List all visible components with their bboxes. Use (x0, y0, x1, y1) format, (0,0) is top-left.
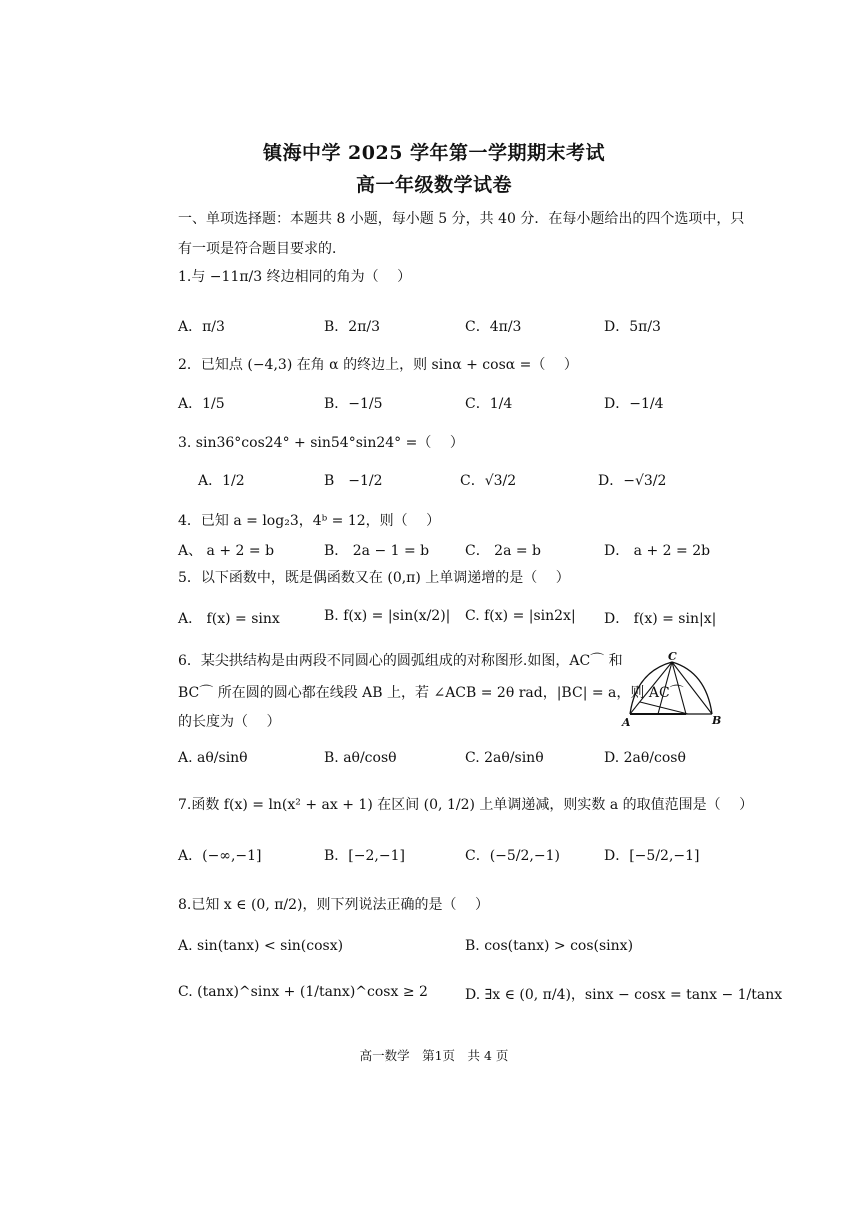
question-4-option-c: C． 2a = b (465, 543, 542, 559)
question-7-options (178, 845, 828, 881)
question-1-stem: 1.与 −11π/3 终边相同的角为（ ） (178, 269, 412, 285)
question-8-options-row2 (178, 984, 828, 1020)
question-2-stem: 2．已知点 (−4,3) 在角 α 的终边上，则 sinα + cosα =（ ） (178, 357, 578, 373)
label-c: C (668, 650, 677, 663)
question-4-option-d: D． a + 2 = 2b (604, 543, 711, 559)
question-7-option-b: B．[−2,−1] (324, 848, 405, 864)
question-5-option-c: C. f(x) = |sin2x| (465, 608, 576, 624)
question-1-option-b: B．2π/3 (324, 319, 381, 335)
question-4-option-a: A、 a + 2 = b (178, 543, 275, 559)
radius-line-1 (672, 662, 686, 714)
question-5-option-a: A． f(x) = sinx (178, 611, 280, 627)
question-7-option-d: D．[−5/2,−1] (604, 848, 700, 864)
question-5-option-d: D． f(x) = sin|x| (604, 611, 717, 627)
question-2-option-b: B．−1/5 (324, 396, 383, 412)
question-2-options (178, 393, 828, 429)
question-5-stem: 5．以下函数中，既是偶函数又在 (0,π) 上单调递增的是（ ） (178, 570, 570, 586)
question-2-option-a: A．1/5 (178, 396, 225, 412)
segment-ac (630, 662, 672, 714)
question-3-options (198, 470, 828, 506)
exam-subtitle: 高一年级数学试卷 (355, 174, 512, 196)
question-8-options-row1 (178, 938, 828, 974)
question-1-option-a: A．π/3 (178, 319, 225, 335)
pointed-arch-figure (618, 650, 722, 728)
question-5-option-b: B. f(x) = |sin(x/2)| (324, 608, 451, 624)
segment-bc (672, 662, 712, 714)
label-b: B (712, 714, 722, 727)
question-1-options (178, 316, 828, 352)
question-5-options (178, 608, 828, 644)
question-6-stem-line1: 6．某尖拱结构是由两段不同圆心的圆弧组成的对称图形.如图，AC⌒ 和 (178, 653, 623, 669)
question-6-option-a: A. aθ/sinθ (178, 750, 248, 766)
segment-inner (640, 702, 688, 714)
question-6-option-d: D. 2aθ/cosθ (604, 750, 686, 766)
question-7-option-c: C．(−5/2,−1) (465, 848, 560, 864)
question-3-option-b: B −1/2 (324, 473, 383, 489)
page-footer: 高一数学 第1页 共 4 页 (359, 1048, 509, 1063)
question-6-options (178, 750, 828, 786)
question-8-option-d: D. ∃x ∈ (0, π/4)，sinx − cosx = tanx − 1/tanx (465, 987, 783, 1003)
question-8-option-b: B. cos(tanx) > cos(sinx) (465, 938, 634, 954)
question-1-option-d: D．5π/3 (604, 319, 661, 335)
question-8-stem: 8.已知 x ∈ (0, π/2)，则下列说法正确的是（ ） (178, 897, 489, 913)
question-3-stem: 3. sin36°cos24° + sin54°sin24° =（ ） (178, 435, 464, 451)
question-6-option-c: C. 2aθ/sinθ (465, 750, 544, 766)
question-7-option-a: A．(−∞,−1] (178, 848, 262, 864)
question-8-option-a: A. sin(tanx) < sin(cosx) (178, 938, 344, 954)
question-8-option-c: C. (tanx)^sinx + (1/tanx)^cosx ≥ 2 (178, 984, 428, 1000)
question-6-option-b: B. aθ/cosθ (324, 750, 397, 766)
label-a: A (622, 716, 631, 728)
question-2-option-d: D．−1/4 (604, 396, 664, 412)
question-4-stem: 4．已知 a = log₂3，4ᵇ = 12，则（ ） (178, 513, 441, 529)
question-1-option-c: C．4π/3 (465, 319, 522, 335)
section-heading-line1: 一、单项选择题：本题共 8 小题，每小题 5 分，共 40 分．在每小题给出的四个选项中，只 (178, 211, 745, 227)
section-heading-line2: 有一项是符合题目要求的． (178, 241, 346, 257)
question-7-stem: 7.函数 f(x) = ln(x² + ax + 1) 在区间 (0, 1/2) 上单调递减，则实数 a 的取值范围是（ ） (178, 797, 754, 813)
question-6-stem-line3: 的长度为（ ） (178, 714, 281, 730)
question-3-option-d: D．−√3/2 (598, 473, 667, 489)
question-4-option-b: B． 2a − 1 = b (324, 543, 430, 559)
question-3-option-c: C．√3/2 (460, 473, 517, 489)
question-2-option-c: C．1/4 (465, 396, 513, 412)
question-6-stem-line2: BC⌒ 所在圆的圆心都在线段 AB 上，若 ∠ACB = 2θ rad，|BC| = a，则 AC⌒ (178, 685, 684, 701)
question-3-option-a: A．1/2 (198, 473, 245, 489)
exam-title: 镇海中学 2025 学年第一学期期末考试 (262, 142, 606, 164)
